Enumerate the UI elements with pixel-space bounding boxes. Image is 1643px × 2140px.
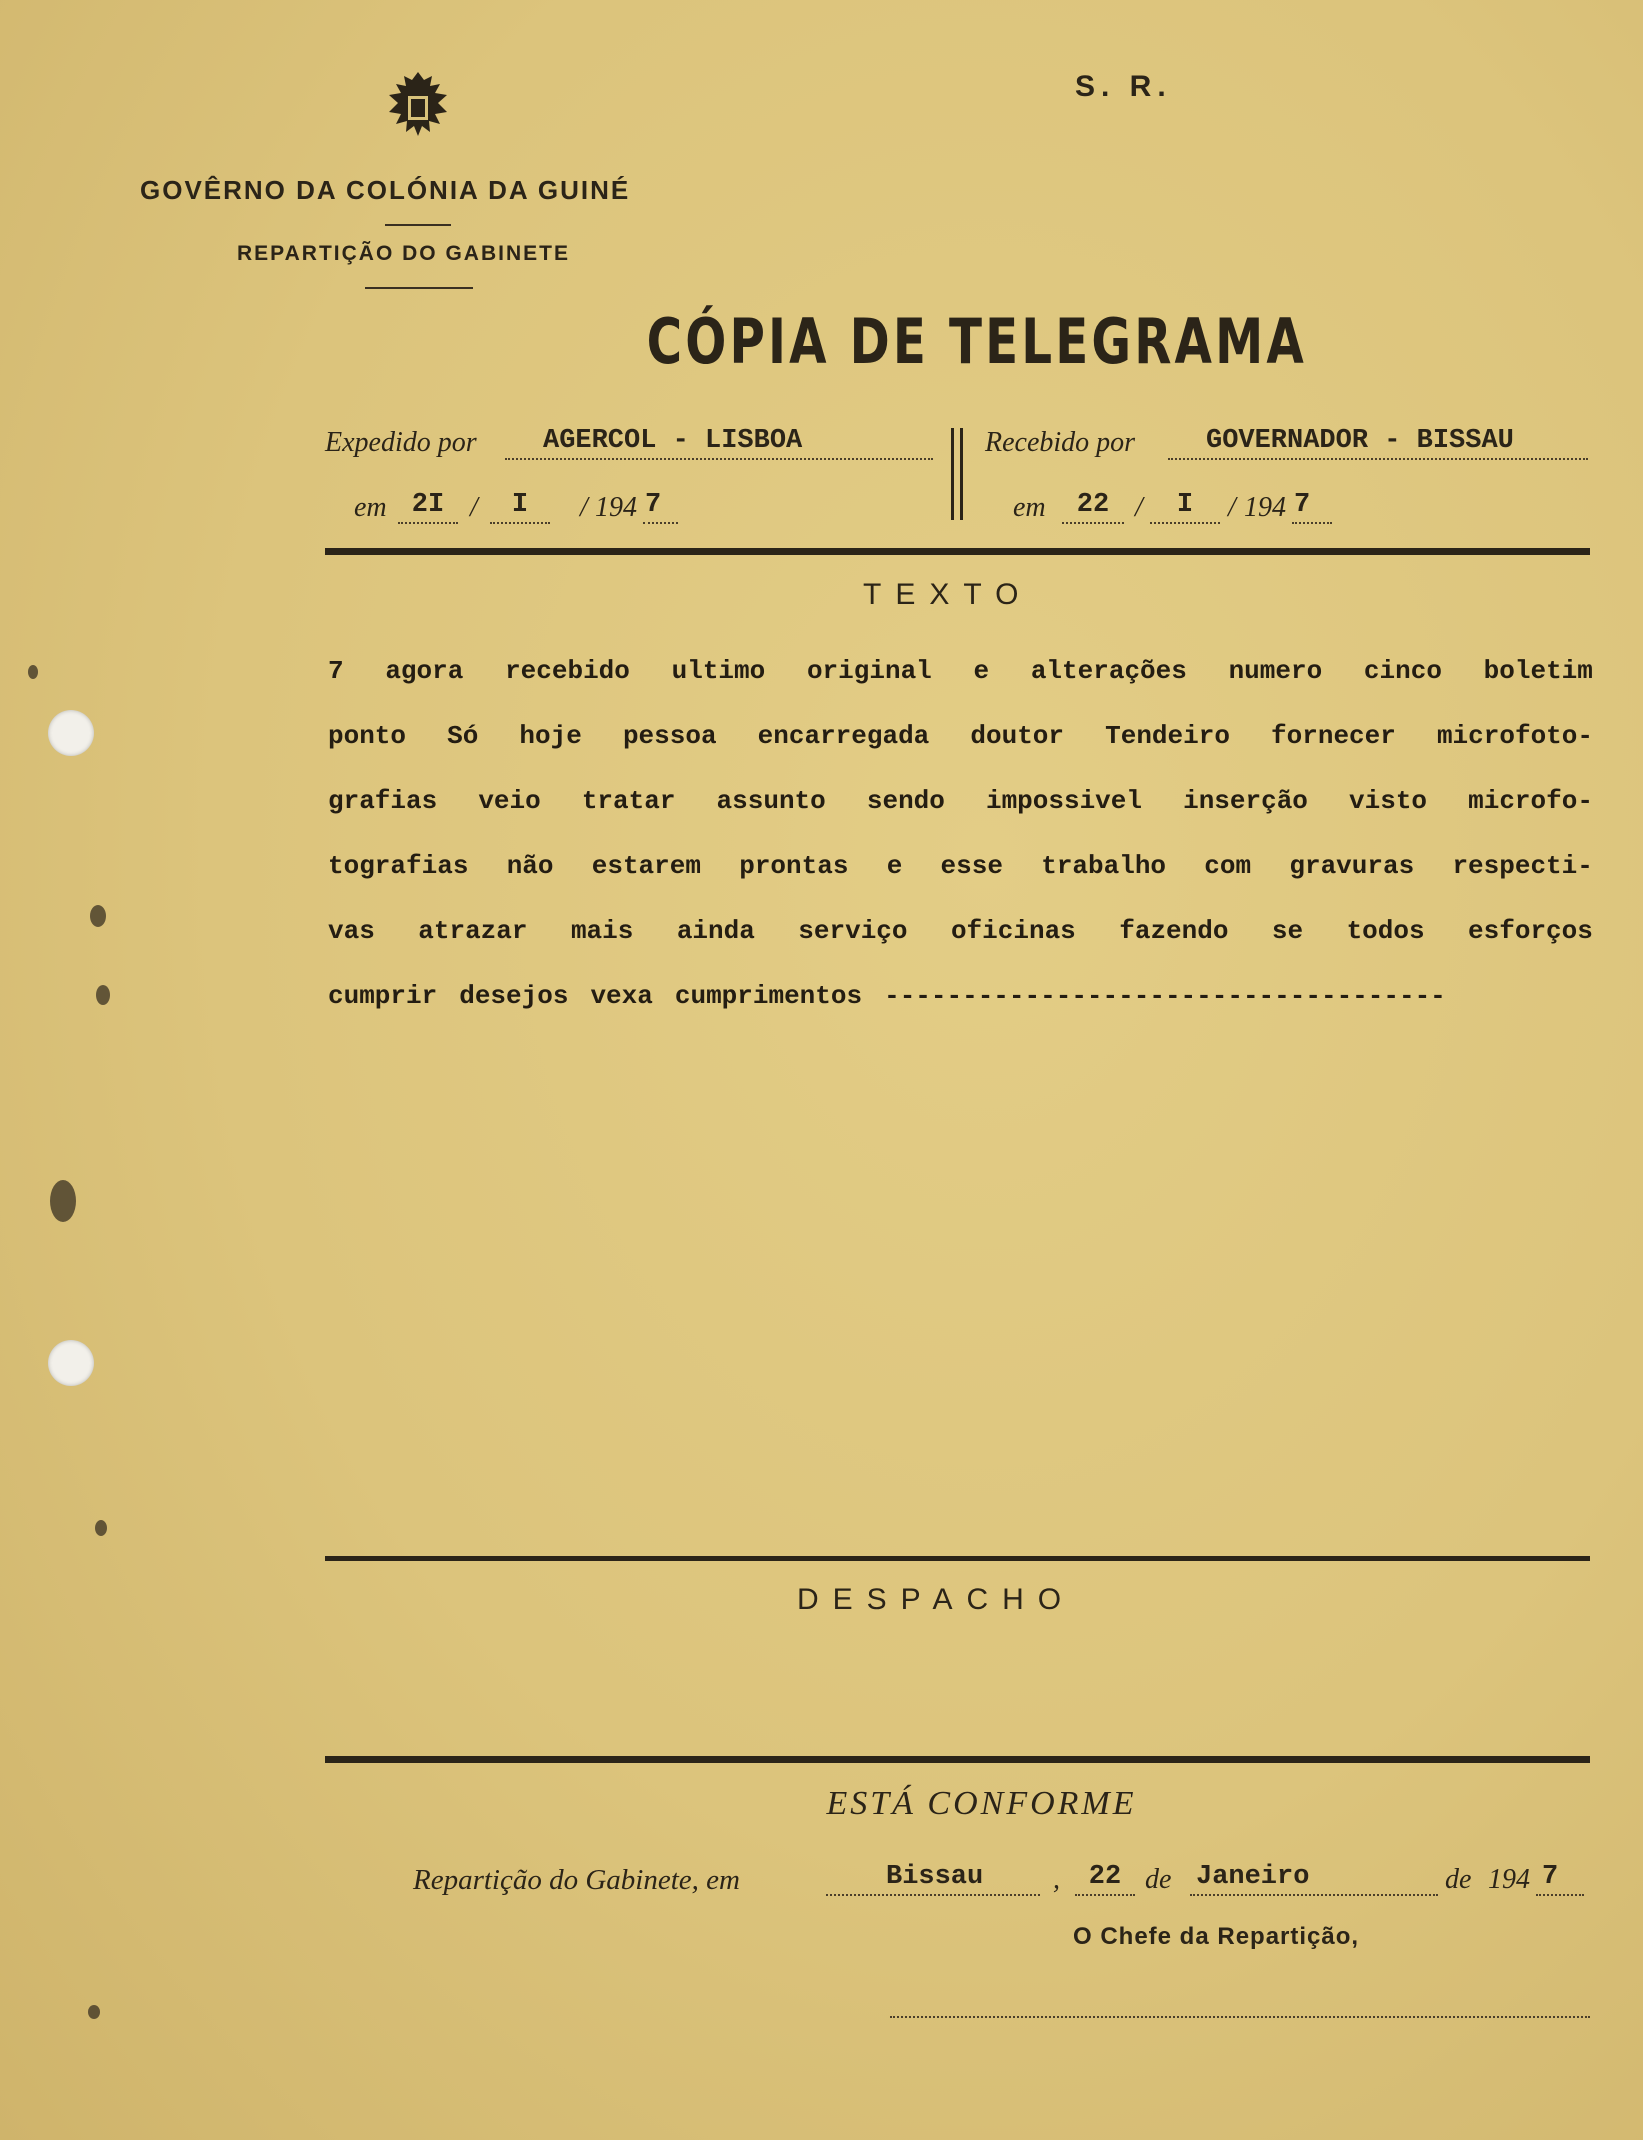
telegram-word: não [506, 851, 554, 881]
received-by-field [1168, 426, 1588, 460]
received-day-field [1062, 490, 1124, 524]
footer-month-field [1190, 1862, 1438, 1896]
telegram-word: trabalho [1041, 851, 1167, 881]
section-rule [325, 1556, 1590, 1561]
footer-month-value: Janeiro [1196, 1862, 1310, 1892]
page-title: CÓPIA DE TELEGRAMA [646, 305, 1307, 378]
telegram-word: fornecer [1271, 721, 1396, 751]
telegram-word: assunto [716, 786, 826, 816]
telegram-word: ultimo [671, 656, 766, 686]
telegram-word: atrazar [418, 916, 528, 946]
sent-day-value: 2I [411, 490, 445, 520]
ink-stain [50, 1180, 76, 1222]
sent-day-field [398, 490, 458, 524]
telegram-word: Só [447, 721, 479, 751]
telegram-word: cumprir [328, 981, 438, 1011]
telegram-word: recebido [505, 656, 630, 686]
telegram-word: inserção [1183, 786, 1308, 816]
telegram-word: cinco [1363, 656, 1442, 686]
place-label: Repartição do Gabinete, em [413, 1864, 740, 1896]
sent-month-field [490, 490, 550, 524]
telegram-word: ainda [676, 916, 755, 946]
telegram-line [328, 970, 1593, 1035]
received-label: Recebido por [985, 427, 1136, 458]
column-divider [951, 428, 954, 520]
telegram-word: tografias [328, 851, 469, 881]
telegram-word: fazendo [1119, 916, 1229, 946]
coat-of-arms-icon [370, 68, 466, 148]
telegram-word: vas [328, 916, 375, 946]
place-value: Bissau [886, 1862, 984, 1892]
telegram-word: desejos [459, 981, 569, 1011]
binding-hole-bottom [48, 1340, 94, 1386]
date-separator: / [470, 492, 478, 523]
telegram-word: microfo- [1468, 786, 1593, 816]
sent-year-field [643, 490, 678, 524]
received-day-value: 22 [1076, 490, 1110, 520]
comma: , [1053, 1864, 1060, 1895]
telegram-word: sendo [866, 786, 945, 816]
date-separator: / [580, 492, 588, 523]
telegram-line [328, 775, 1593, 840]
telegram-word: gravuras [1289, 851, 1415, 881]
telegram-word: doutor [970, 721, 1065, 751]
received-month-value: I [1176, 490, 1194, 520]
telegram-word: respecti- [1452, 851, 1593, 881]
government-heading: GOVÊRNO DA COLÓNIA DA GUINÉ [140, 175, 631, 205]
received-date-label: em [1013, 492, 1046, 523]
telegram-word: encarregada [757, 721, 930, 751]
sent-by-value: AGERCOL - LISBOA [543, 426, 803, 456]
chief-title: O Chefe da Repartição, [1073, 1923, 1360, 1950]
sent-by-field [505, 426, 933, 460]
telegram-word: Tendeiro [1105, 721, 1230, 751]
footer-day-value: 22 [1088, 1862, 1122, 1892]
sent-year-value: 7 [645, 490, 662, 520]
telegram-word: alterações [1030, 656, 1187, 686]
conformity-statement: ESTÁ CONFORME [826, 1785, 1137, 1822]
telegram-word: prontas [739, 851, 849, 881]
received-year-value: 7 [1294, 490, 1311, 520]
telegram-word: agora [385, 656, 464, 686]
footer-day-field [1075, 1862, 1135, 1896]
ink-stain [96, 985, 110, 1005]
telegram-word: tratar [581, 786, 676, 816]
date-separator: / [1135, 492, 1143, 523]
date-separator: / [1228, 492, 1236, 523]
sent-year-prefix: 194 [595, 492, 637, 523]
telegram-word: visto [1349, 786, 1428, 816]
telegram-line [328, 645, 1593, 710]
telegram-word: grafias [328, 786, 438, 816]
signature-line [890, 2016, 1590, 2018]
divider [365, 287, 473, 289]
ink-stain [95, 1520, 107, 1536]
sent-date-label: em [354, 492, 387, 523]
telegram-word: vexa [590, 981, 653, 1011]
received-by-value: GOVERNADOR - BISSAU [1206, 426, 1514, 456]
telegram-word: esforços [1468, 916, 1593, 946]
divider [385, 224, 451, 226]
footer-year-field [1536, 1862, 1584, 1896]
telegram-word: cumprimentos [674, 981, 863, 1011]
received-month-field [1150, 490, 1220, 524]
received-year-prefix: 194 [1244, 492, 1286, 523]
telegram-word: veio [478, 786, 541, 816]
telegram-word: estarem [591, 851, 701, 881]
telegram-word: serviço [798, 916, 908, 946]
despacho-heading: DESPACHO [797, 1583, 1076, 1616]
telegram-word: original [806, 656, 932, 686]
telegram-word: com [1204, 851, 1252, 881]
sent-label: Expedido por [325, 427, 477, 458]
telegram-text [328, 645, 1593, 1035]
binding-hole-top [48, 710, 94, 756]
sent-month-value: I [511, 490, 529, 520]
telegram-line [328, 905, 1593, 970]
telegram-word: se [1271, 916, 1304, 946]
section-rule [325, 1756, 1590, 1763]
telegram-word: todos [1346, 916, 1425, 946]
telegram-word: hoje [519, 721, 582, 751]
telegram-word: boletim [1483, 656, 1593, 686]
department-heading: REPARTIÇÃO DO GABINETE [237, 242, 570, 265]
telegram-word: e [886, 851, 903, 881]
telegram-word: numero [1228, 656, 1323, 686]
footer-year-value: 7 [1542, 1862, 1559, 1892]
telegram-word: e [973, 656, 990, 686]
footer-year-prefix: 194 [1488, 1864, 1530, 1895]
telegram-word: mais [570, 916, 634, 946]
texto-heading: TEXTO [863, 578, 1033, 611]
place-field [826, 1862, 1040, 1896]
telegram-word: esse [940, 851, 1003, 881]
telegram-word: pessoa [622, 721, 717, 751]
telegram-word: 7 [328, 656, 344, 686]
footer-de-label: de [1145, 1864, 1172, 1895]
telegram-word: impossivel [985, 786, 1142, 816]
footer-de-label: de [1445, 1864, 1472, 1895]
ink-stain [88, 2005, 100, 2019]
classification-mark: S. R. [1075, 70, 1172, 103]
section-rule [325, 548, 1590, 555]
column-divider [960, 428, 963, 520]
received-year-field [1292, 490, 1332, 524]
telegram-word: ------------------------------------ [884, 981, 1446, 1011]
telegram-line [328, 710, 1593, 775]
ink-stain [90, 905, 106, 927]
ink-stain [28, 665, 38, 679]
telegram-line [328, 840, 1593, 905]
telegram-word: microfoto- [1436, 721, 1593, 751]
telegram-word: ponto [328, 721, 407, 751]
telegram-word: oficinas [950, 916, 1076, 946]
